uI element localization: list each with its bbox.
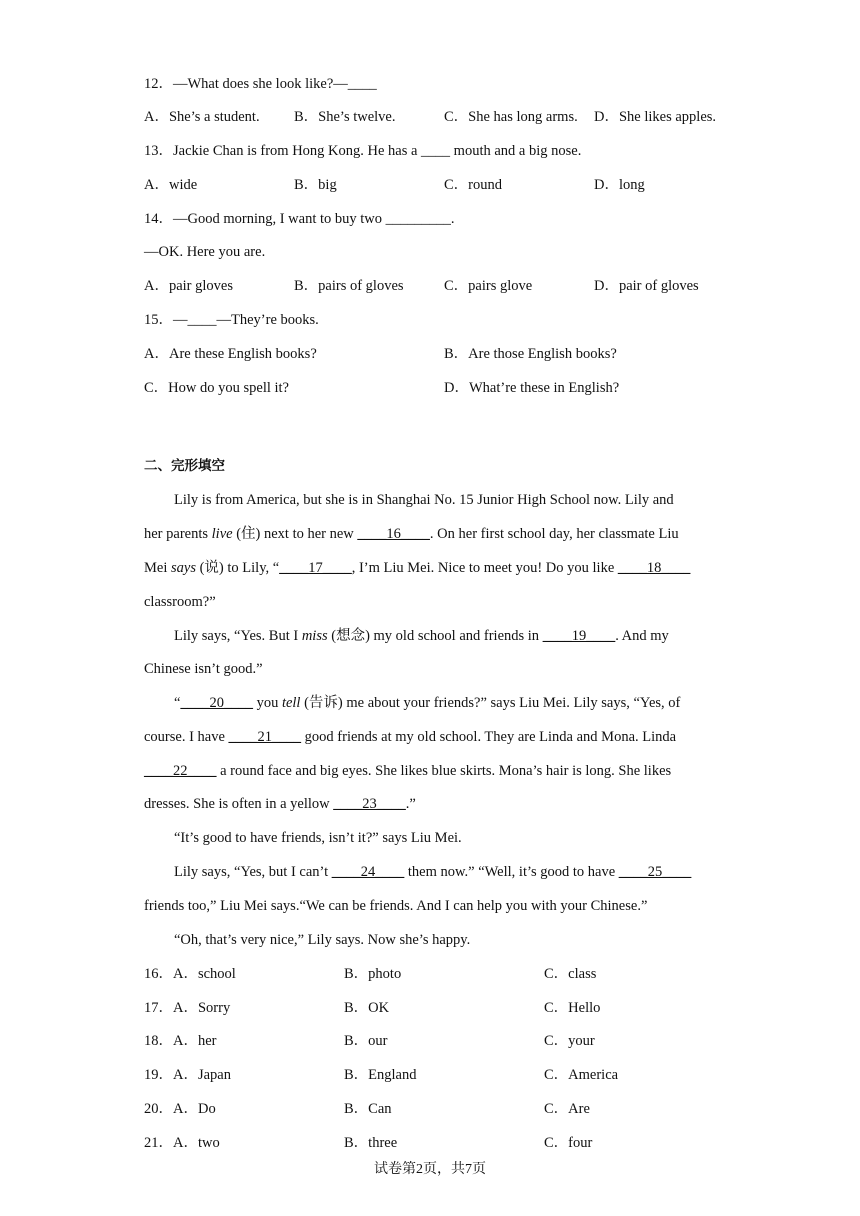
q18-option-a: 18．A．her	[144, 1033, 217, 1049]
q16-option-b: B．photo	[344, 966, 402, 982]
q21-option-b: B．three	[344, 1135, 398, 1151]
passage-line-13: friends too,” Liu Mei says.“We can be friends. And I can help you with your Chinese.”	[144, 898, 648, 914]
q21-option-a: 21．A．two	[144, 1135, 220, 1151]
passage-line-8	[144, 727, 676, 747]
q13-option-a: A．wide	[144, 177, 198, 193]
passage-text: . And my	[615, 628, 669, 644]
blank-21: ____21____	[228, 729, 302, 745]
passage-text: her parents	[144, 526, 212, 542]
passage-text: Lily says, “Yes. But I	[174, 628, 302, 644]
passage-text: “	[174, 695, 181, 711]
q19-option-a: 19．A．Japan	[144, 1067, 231, 1083]
q14-option-d: D．pair of gloves	[594, 278, 699, 294]
passage-line-10	[144, 794, 416, 814]
blank-23: ____23____	[333, 796, 406, 812]
q18-option-b: B．our	[344, 1033, 388, 1049]
q15-option-d: D．What’re these in English?	[444, 380, 620, 396]
question-15-stem: 15．—____—They’re books.	[144, 312, 319, 328]
blank-20: ____20____	[180, 695, 253, 711]
blank-19: ____19____	[542, 628, 616, 644]
passage-line-7	[174, 693, 680, 713]
passage-line-9	[144, 761, 671, 781]
question-14-reply: —OK. Here you are.	[144, 244, 266, 260]
passage-text: . On her first school day, her classmate Liu	[429, 526, 679, 542]
passage-line-4: classroom?”	[144, 594, 216, 610]
question-14-stem: 14．—Good morning, I want to buy two _________.	[144, 211, 455, 227]
q21-option-c: C．four	[544, 1135, 593, 1151]
q20-option-a: 20．A．Do	[144, 1101, 216, 1117]
blank-16: ____16____	[357, 526, 430, 542]
q19-option-c: C．America	[544, 1067, 619, 1083]
q14-option-b: B．pairs of gloves	[294, 278, 404, 294]
q14-option-a: A．pair gloves	[144, 278, 233, 294]
passage-line-1: Lily is from America, but she is in Shanghai No. 15 Junior High School now. Lily and	[174, 492, 674, 508]
passage-text: them now.” “Well, it’s good to have	[404, 864, 619, 880]
italic-word: tell	[281, 695, 301, 711]
passage-line-3	[144, 558, 690, 578]
italic-word: miss	[301, 628, 328, 644]
passage-text: (住) next to her new	[232, 526, 358, 542]
q12-option-c: C．She has long arms.	[444, 109, 578, 125]
q17-option-c: C．Hello	[544, 1000, 601, 1016]
q12-option-a: A．She’s a student.	[144, 109, 260, 125]
q15-option-b: B．Are those English books?	[444, 346, 617, 362]
passage-text: Lily says, “Yes, but I can’t	[174, 864, 332, 880]
passage-text: .”	[405, 796, 416, 812]
q20-option-c: C．Are	[544, 1101, 590, 1117]
q17-option-b: B．OK	[344, 1000, 390, 1016]
passage-line-5	[174, 626, 669, 646]
passage-line-14: “Oh, that’s very nice,” Lily says. Now she’s happy.	[174, 932, 471, 948]
q16-option-c: C．class	[544, 966, 597, 982]
passage-text: (想念) my old school and friends in	[327, 628, 543, 644]
blank-25: ____25____	[618, 864, 692, 880]
q19-option-b: B．England	[344, 1067, 417, 1083]
q13-option-c: C．round	[444, 177, 502, 193]
passage-text: you	[252, 695, 282, 711]
q16-option-a: 16．A．school	[144, 966, 236, 982]
q18-option-c: C．your	[544, 1033, 595, 1049]
q12-option-b: B．She’s twelve.	[294, 109, 396, 125]
q13-option-b: B．big	[294, 177, 337, 193]
blank-17: ____17____	[279, 560, 352, 576]
passage-text: (说) to Lily, “	[195, 560, 280, 576]
blank-22: ____22____	[144, 763, 217, 779]
passage-line-12	[174, 862, 691, 882]
passage-text: (告诉) me about your friends?” says Liu Mei. Lily says, “Yes, of	[300, 695, 681, 711]
q14-option-c: C．pairs glove	[444, 278, 533, 294]
passage-text: course. I have	[144, 729, 229, 745]
passage-text: , I’m Liu Mei. Nice to meet you! Do you like	[351, 560, 618, 576]
q15-option-a: A．Are these English books?	[144, 346, 317, 362]
q12-option-d: D．She likes apples.	[594, 109, 717, 125]
passage-text: good friends at my old school. They are Linda and Mona. Linda	[301, 729, 677, 745]
page-footer: 试卷第2页，共7页	[374, 1162, 486, 1177]
q15-option-c: C．How do you spell it?	[144, 380, 289, 396]
q17-option-a: 17．A．Sorry	[144, 1000, 231, 1016]
passage-text: a round face and big eyes. She likes blue skirts. Mona’s hair is long. She likes	[216, 763, 672, 779]
passage-line-2	[144, 524, 679, 544]
q13-option-d: D．long	[594, 177, 645, 193]
blank-18: ____18____	[617, 560, 691, 576]
section-title: 二、完形填空	[144, 458, 225, 474]
question-12-stem: 12．—What does she look like?—____	[144, 76, 377, 92]
passage-line-6: Chinese isn’t good.”	[144, 661, 263, 677]
italic-word: says	[170, 560, 196, 576]
passage-line-11: “It’s good to have friends, isn’t it?” says Liu Mei.	[174, 830, 462, 846]
question-13-stem: 13．Jackie Chan is from Hong Kong. He has a ____ mouth and a big nose.	[144, 143, 582, 159]
blank-24: ____24____	[331, 864, 405, 880]
q20-option-b: B．Can	[344, 1101, 392, 1117]
passage-text: dresses. She is often in a yellow	[144, 796, 334, 812]
italic-word: live	[211, 526, 233, 542]
passage-text: Mei	[144, 560, 171, 576]
